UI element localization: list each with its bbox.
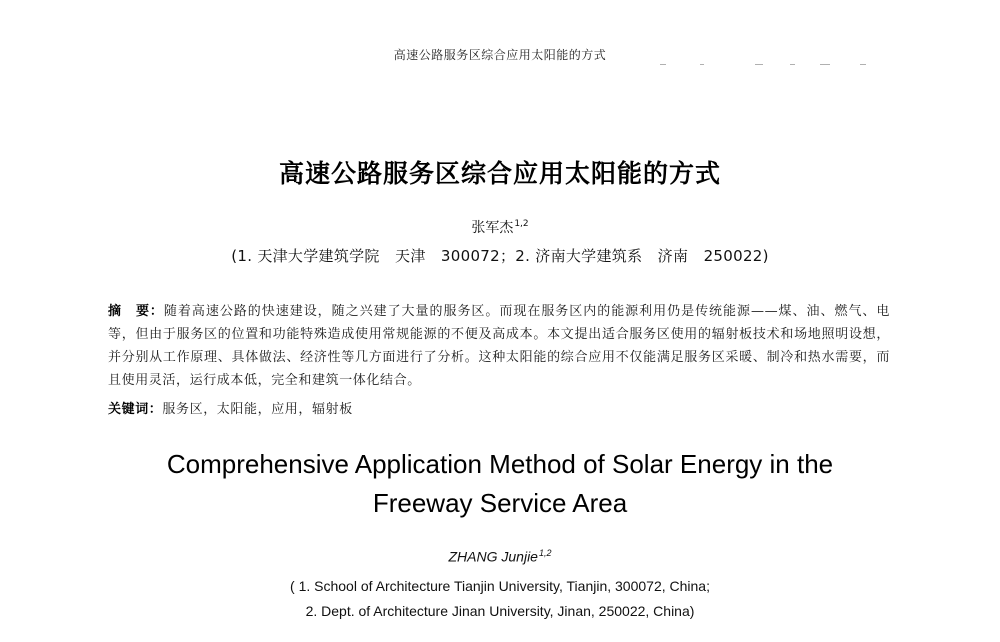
title-english [0,445,1000,523]
keywords-chinese [108,398,890,417]
author-chinese [0,217,1000,237]
title-english-line-1: Comprehensive Application Method of Solar Energy in the [166,449,834,479]
affiliation-english-line-2: 2. Dept. of Architecture Jinan University, Jinan, 250022, China) [305,603,695,619]
scan-noise [660,64,890,70]
abstract-chinese [108,300,890,392]
affiliation-english-line-1: ( 1. School of Architecture Tianjin University, Tianjin, 300072, China; [290,578,710,594]
author-chinese-affil-marker: 1,2 [514,219,529,230]
affiliation-english [0,574,1000,624]
affiliation-chinese: (1. 天津大学建筑学院 天津 300072；2. 济南大学建筑系 济南 250022) [231,247,769,265]
title-chinese: 高速公路服务区综合应用太阳能的方式 [278,159,721,188]
keywords-text: 服务区，太阳能，应用，辐射板 [162,402,353,417]
author-english-affil-marker: 1,2 [538,548,552,558]
author-chinese-name: 张军杰 [471,220,514,236]
title-english-line-2: Freeway Service Area [372,488,628,518]
abstract-text: 随着高速公路的快速建设，随之兴建了大量的服务区。而现在服务区内的能源利用仍是传统能源——煤、油、燃气、电等，但由于服务区的位置和功能特殊造成使用常规能源的不便及高成本。本文提出适合服务区使用的辐射板技术和场地照明设想，并分别从工作原理、具体做法、经济性等几方面进行了分析。这种太阳能的综合应用不仅能满足服务区采暖、制冷和热水需要，而且使用灵活，运行成本低，完全和建筑一体化结合。 [108,304,891,388]
keywords-label: 关键词： [108,402,163,417]
author-english [0,548,1000,565]
author-english-name: ZHANG Junjie [448,548,538,565]
abstract-label: 摘 要： [108,304,164,319]
running-head: 高速公路服务区综合应用太阳能的方式 [393,48,607,62]
